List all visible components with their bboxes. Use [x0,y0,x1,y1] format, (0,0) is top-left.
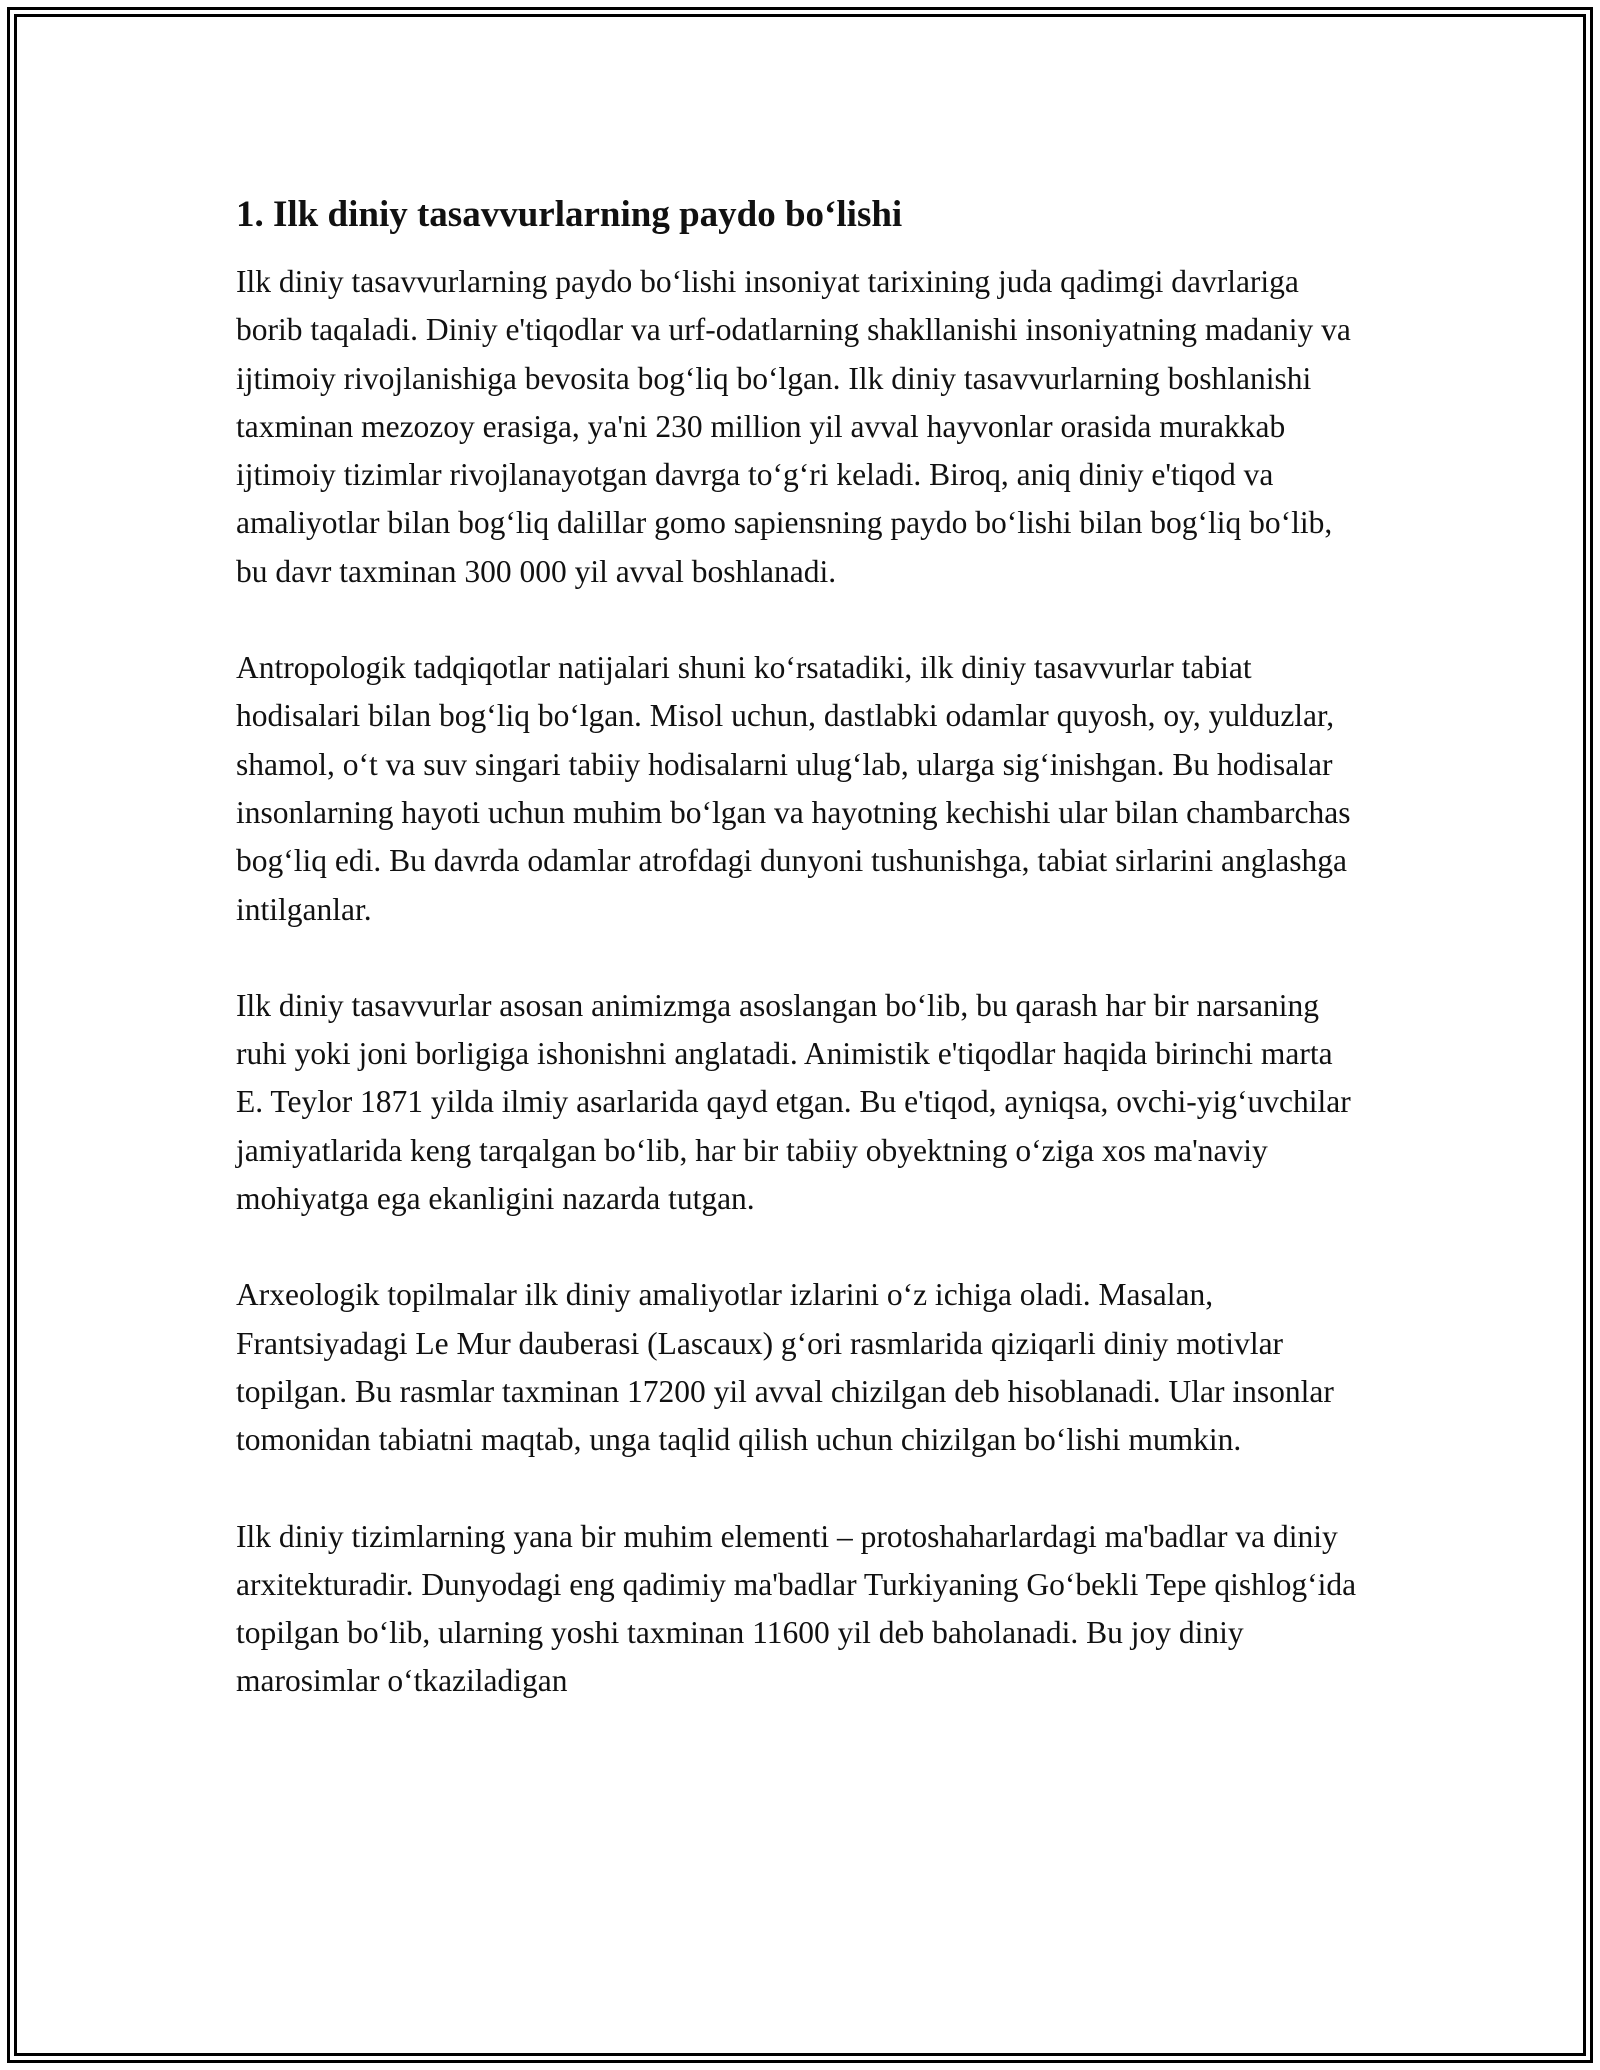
paragraph-archaeology: Arxeologik topilmalar ilk diniy amaliyotlar izlarini o‘z ichiga oladi. Masalan, Frantsiyadagi Le Mur dauberasi (Lascaux) g‘ori rasmlarida qiziqarli diniy motivlar topilgan. Bu rasmlar taxminan 17200 yil avval chizilgan deb hisoblanadi. Ular insonlar tomonidan tabiatni maqtab, unga taqlid qilish uchun chizilgan bo‘lishi mumkin. [236,1277,1334,1458]
paragraph-anthropology: Antropologik tadqiqotlar natijalari shuni ko‘rsatadiki, ilk diniy tasavvurlar tabiat hodisalari bilan bog‘liq bo‘lgan. Misol uchun, dastlabki odamlar quyosh, oy, yulduzlar, shamol, o‘t va suv singari tabiiy hodisalarni ulug‘lab, ularga sig‘inishgan. Bu hodisalar insonlarning hayoti uchun muhim bo‘lgan va hayotning kechishi ular bilan chambarchas bog‘liq edi. Bu davrda odamlar atrofdagi dunyoni tushunishga, tabiat sirlarini anglashga intilganlar. [236,650,1351,927]
document-body [236,186,1366,1754]
section-heading: 1. Ilk diniy tasavvurlarning paydo bo‘lishi [236,194,903,235]
paragraph-animism: Ilk diniy tasavvurlar asosan animizmga asoslangan bo‘lib, bu qarash har bir narsaning ruhi yoki joni borligiga ishonishni anglatadi. Animistik e'tiqodlar haqida birinchi marta E. Teylor 1871 yilda ilmiy asarlarida qayd etgan. Bu e'tiqod, ayniqsa, ovchi-yig‘uvchilar jamiyatlarida keng tarqalgan bo‘lib, har bir tabiiy obyektning o‘ziga xos ma'naviy mohiyatga ega ekanligini nazarda tutgan. [236,987,1351,1217]
paragraph-origins: Ilk diniy tasavvurlarning paydo bo‘lishi insoniyat tarixining juda qadimgi davrlariga borib taqaladi. Diniy e'tiqodlar va urf-odatlarning shakllanishi insoniyatning madaniy va ijtimoiy rivojlanishiga bevosita bog‘liq bo‘lgan. Ilk diniy tasavvurlarning boshlanishi taxminan mezozoy erasiga, ya'ni 230 million yil avval hayvonlar orasida murakkab ijtimoiy tizimlar rivojlanayotgan davrga to‘g‘ri keladi. Biroq, aniq diniy e'tiqod va amaliyotlar bilan bog‘liq dalillar gomo sapiensning paydo bo‘lishi bilan bog‘liq bo‘lib, bu davr taxminan 300 000 yil avval boshlanadi. [236,264,1351,589]
paragraph-temples: Ilk diniy tizimlarning yana bir muhim elementi – protoshaharlardagi ma'badlar va diniy arxitekturadir. Dunyodagi eng qadimiy ma'badlar Turkiyaning Go‘bekli Tepe qishlog‘ida topilgan bo‘lib, ularning yoshi taxminan 11600 yil deb baholanadi. Bu joy diniy marosimlar o‘tkaziladigan [236,1518,1357,1699]
